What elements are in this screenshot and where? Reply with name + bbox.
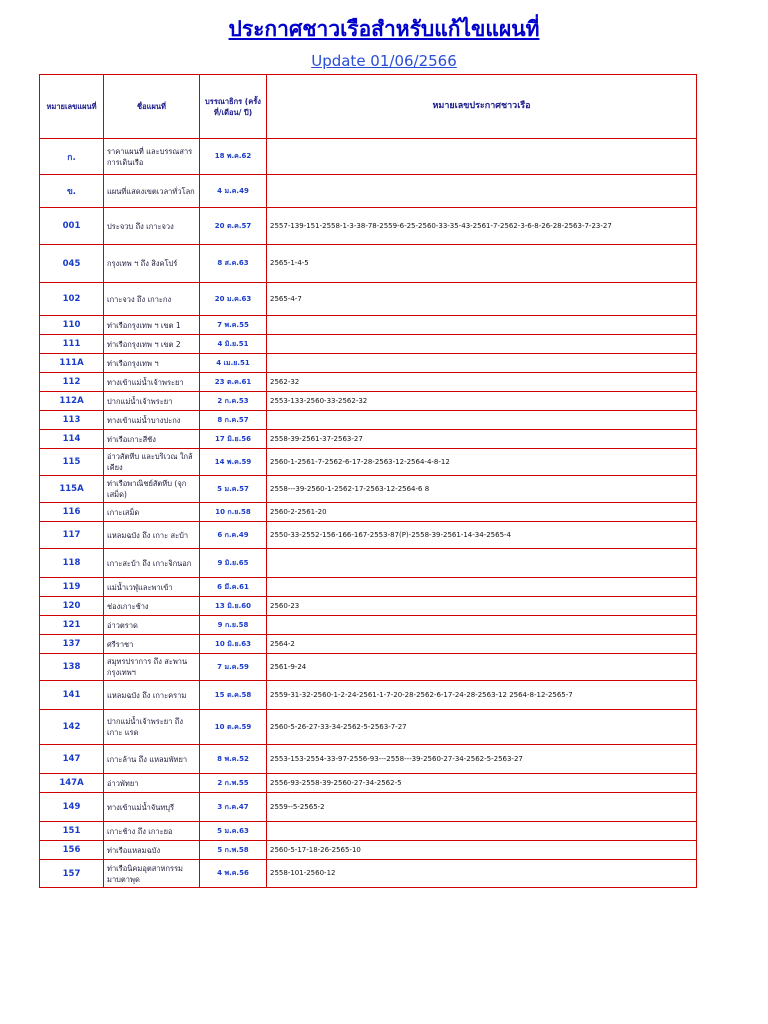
chart-number: 114 xyxy=(40,430,104,449)
chart-number: 141 xyxy=(40,681,104,710)
chart-name: ท่าเรือกรุงเทพ ฯ เขต 1 xyxy=(104,316,200,335)
chart-number: 117 xyxy=(40,522,104,549)
table-row xyxy=(40,597,697,616)
notice-numbers: 2564-2 xyxy=(267,635,697,654)
chart-name: อ่าวตราด xyxy=(104,616,200,635)
edition-date: 10 มิ.ย.63 xyxy=(200,635,267,654)
notice-numbers: 2565-4-7 xyxy=(267,283,697,316)
chart-name: กรุงเทพ ฯ ถึง สิงคโปร์ xyxy=(104,245,200,283)
edition-date: 4 พ.ค.56 xyxy=(200,860,267,888)
chart-number: 142 xyxy=(40,710,104,745)
edition-date: 5 ม.ค.57 xyxy=(200,476,267,503)
notice-numbers: 2560-5-17-18-26-2565-10 xyxy=(267,841,697,860)
edition-date: 7 พ.ค.55 xyxy=(200,316,267,335)
header-edition: บรรณาธิกร (ครั้งที่/เดือน/ ปี) xyxy=(200,75,267,139)
edition-date: 13 มิ.ย.60 xyxy=(200,597,267,616)
chart-name: ท่าเรือแหลมฉบัง xyxy=(104,841,200,860)
notices-table xyxy=(39,74,697,888)
edition-date: 8 ส.ค.63 xyxy=(200,245,267,283)
table-row xyxy=(40,283,697,316)
chart-number: 111A xyxy=(40,354,104,373)
notice-numbers xyxy=(267,139,697,175)
notice-numbers: 2557-139-151-2558-1-3-38-78-2559-6-25-2560-33-35-43-2561-7-2562-3-6-8-26-28-2563-7-23-27 xyxy=(267,208,697,245)
notice-numbers xyxy=(267,354,697,373)
chart-number: 112 xyxy=(40,373,104,392)
chart-number: 115A xyxy=(40,476,104,503)
edition-date: 6 มี.ค.61 xyxy=(200,578,267,597)
notice-numbers: 2560-5-26-27-33-34-2562-5-2563-7-27 xyxy=(267,710,697,745)
chart-name: ท่าเรือพาณิชย์สัตหีบ (จุกเสม็ด) xyxy=(104,476,200,503)
chart-name: อ่าวพัทยา xyxy=(104,774,200,793)
chart-name: ทางเข้าแม่น้ำเจ้าพระยา xyxy=(104,373,200,392)
chart-number: 118 xyxy=(40,549,104,578)
header-chart-no: หมายเลขแผนที่ xyxy=(40,75,104,139)
notice-numbers: 2560-1-2561-7-2562-6-17-28-2563-12-2564-4-8-12 xyxy=(267,449,697,476)
table-row xyxy=(40,449,697,476)
chart-number: 149 xyxy=(40,793,104,822)
notice-numbers: 2565-1-4-5 xyxy=(267,245,697,283)
chart-name: แหลมฉบัง ถึง เกาะคราม xyxy=(104,681,200,710)
edition-date: 10 ต.ค.59 xyxy=(200,710,267,745)
edition-date: 17 มิ.ย.56 xyxy=(200,430,267,449)
chart-number: 138 xyxy=(40,654,104,681)
table-row xyxy=(40,245,697,283)
chart-number: 119 xyxy=(40,578,104,597)
table-row xyxy=(40,411,697,430)
chart-name: แหลมฉบัง ถึง เกาะ สะบ้า xyxy=(104,522,200,549)
chart-name: ท่าเรือกรุงเทพ ฯ xyxy=(104,354,200,373)
edition-date: 8 พ.ค.52 xyxy=(200,745,267,774)
chart-name: ปากแม่น้ำเจ้าพระยา ถึงเกาะ แรด xyxy=(104,710,200,745)
chart-number: 112A xyxy=(40,392,104,411)
table-row xyxy=(40,354,697,373)
chart-name: ราคาแผนที่ และบรรณสาร การเดินเรือ xyxy=(104,139,200,175)
edition-date: 7 ม.ค.59 xyxy=(200,654,267,681)
edition-date: 2 ก.พ.55 xyxy=(200,774,267,793)
notice-numbers xyxy=(267,822,697,841)
notice-numbers xyxy=(267,335,697,354)
chart-name: สมุทรปราการ ถึง สะพานกรุงเทพฯ xyxy=(104,654,200,681)
header-row xyxy=(40,75,697,139)
chart-name: ปากแม่น้ำเจ้าพระยา xyxy=(104,392,200,411)
chart-name: ศรีราชา xyxy=(104,635,200,654)
edition-date: 6 ก.ค.49 xyxy=(200,522,267,549)
table-row xyxy=(40,681,697,710)
table-row xyxy=(40,208,697,245)
notice-numbers xyxy=(267,316,697,335)
table-row xyxy=(40,430,697,449)
table-row xyxy=(40,635,697,654)
edition-date: 10 ก.ย.58 xyxy=(200,503,267,522)
chart-number: 120 xyxy=(40,597,104,616)
chart-number: 157 xyxy=(40,860,104,888)
notice-numbers xyxy=(267,578,697,597)
table-row xyxy=(40,793,697,822)
notice-numbers: 2559--5-2565-2 xyxy=(267,793,697,822)
notice-numbers: 2558-39-2561-37-2563-27 xyxy=(267,430,697,449)
chart-number: 116 xyxy=(40,503,104,522)
table-row xyxy=(40,549,697,578)
chart-number: 001 xyxy=(40,208,104,245)
table-body xyxy=(40,139,697,888)
chart-number: 110 xyxy=(40,316,104,335)
notice-numbers: 2559-31-32-2560-1-2-24-2561-1-7-20-28-2562-6-17-24-28-2563-12 2564-8-12-2565-7 xyxy=(267,681,697,710)
table-row xyxy=(40,335,697,354)
notice-numbers: 2560-2-2561-20 xyxy=(267,503,697,522)
edition-date: 3 ก.ค.47 xyxy=(200,793,267,822)
notice-numbers: 2553-133-2560-33-2562-32 xyxy=(267,392,697,411)
chart-number: ข. xyxy=(40,175,104,208)
chart-name: แผนที่แสดงเขตเวลาทั่วโลก xyxy=(104,175,200,208)
chart-name: ทางเข้าแม่น้ำจันทบุรี xyxy=(104,793,200,822)
chart-name: เกาะจวง ถึง เกาะกง xyxy=(104,283,200,316)
chart-name: ช่องเกาะช้าง xyxy=(104,597,200,616)
notice-numbers: 2560-23 xyxy=(267,597,697,616)
notice-numbers: 2558-101-2560-12 xyxy=(267,860,697,888)
chart-number: ก. xyxy=(40,139,104,175)
table-row xyxy=(40,578,697,597)
edition-date: 8 ก.ค.57 xyxy=(200,411,267,430)
chart-name: เกาะเสม็ด xyxy=(104,503,200,522)
table-row xyxy=(40,841,697,860)
notice-numbers: 2550-33-2552-156-166-167-2553-87(P)-2558-39-2561-14-34-2565-4 xyxy=(267,522,697,549)
chart-number: 147A xyxy=(40,774,104,793)
edition-date: 9 มิ.ย.65 xyxy=(200,549,267,578)
edition-date: 23 ต.ค.61 xyxy=(200,373,267,392)
edition-date: 14 พ.ค.59 xyxy=(200,449,267,476)
edition-date: 4 เม.ย.51 xyxy=(200,354,267,373)
edition-date: 2 ก.ค.53 xyxy=(200,392,267,411)
notice-numbers xyxy=(267,175,697,208)
chart-name: เกาะล้าน ถึง แหลมพัทยา xyxy=(104,745,200,774)
table-row xyxy=(40,616,697,635)
notice-numbers xyxy=(267,616,697,635)
table-row xyxy=(40,503,697,522)
table-row xyxy=(40,373,697,392)
chart-name: เกาะสะบ้า ถึง เกาะจิกนอก xyxy=(104,549,200,578)
chart-name: ท่าเรือเกาะสีชัง xyxy=(104,430,200,449)
chart-number: 137 xyxy=(40,635,104,654)
edition-date: 5 ม.ค.63 xyxy=(200,822,267,841)
chart-number: 102 xyxy=(40,283,104,316)
chart-number: 156 xyxy=(40,841,104,860)
header-chart-name: ชื่อแผนที่ xyxy=(104,75,200,139)
table-row xyxy=(40,745,697,774)
notice-numbers: 2556-93-2558-39-2560-27-34-2562-5 xyxy=(267,774,697,793)
table-row xyxy=(40,774,697,793)
table-row xyxy=(40,476,697,503)
chart-name: ประจวบ ถึง เกาะจวง xyxy=(104,208,200,245)
notice-numbers: 2561-9-24 xyxy=(267,654,697,681)
table-row xyxy=(40,654,697,681)
page-title: ประกาศชาวเรือสำหรับแก้ไขแผนที่ xyxy=(228,17,540,41)
edition-date: 20 ต.ค.57 xyxy=(200,208,267,245)
header-notices: หมายเลขประกาศชาวเรือ xyxy=(267,75,697,139)
table-row xyxy=(40,522,697,549)
update-date: Update 01/06/2566 xyxy=(311,52,457,70)
chart-name: ทางเข้าแม่น้ำบางปะกง xyxy=(104,411,200,430)
table-row xyxy=(40,139,697,175)
chart-number: 045 xyxy=(40,245,104,283)
chart-number: 111 xyxy=(40,335,104,354)
edition-date: 15 ต.ค.58 xyxy=(200,681,267,710)
chart-name: ท่าเรือกรุงเทพ ฯ เขต 2 xyxy=(104,335,200,354)
chart-name: อ่าวสัตหีบ และบริเวณ ใกล้เคียง xyxy=(104,449,200,476)
notice-numbers: 2562-32 xyxy=(267,373,697,392)
chart-name: เกาะช้าง ถึง เกาะยอ xyxy=(104,822,200,841)
table-row xyxy=(40,392,697,411)
table-row xyxy=(40,710,697,745)
table-row xyxy=(40,860,697,888)
edition-date: 20 ม.ค.63 xyxy=(200,283,267,316)
chart-name: ท่าเรือนิคมอุตสาหกรรม มาบตาพุด xyxy=(104,860,200,888)
table-row xyxy=(40,822,697,841)
notice-numbers xyxy=(267,549,697,578)
chart-name: แม่น้ำเวฬุและพาเข้า xyxy=(104,578,200,597)
edition-date: 4 มิ.ย.51 xyxy=(200,335,267,354)
notice-numbers: 2553-153-2554-33-97-2556-93---2558---39-2560-27-34-2562-5-2563-27 xyxy=(267,745,697,774)
table-row xyxy=(40,316,697,335)
edition-date: 18 พ.ค.62 xyxy=(200,139,267,175)
notice-numbers: 2558---39-2560-1-2562-17-2563-12-2564-6 8 xyxy=(267,476,697,503)
chart-number: 113 xyxy=(40,411,104,430)
edition-date: 5 ก.พ.58 xyxy=(200,841,267,860)
edition-date: 4 ม.ค.49 xyxy=(200,175,267,208)
notice-numbers xyxy=(267,411,697,430)
chart-number: 121 xyxy=(40,616,104,635)
chart-number: 147 xyxy=(40,745,104,774)
edition-date: 9 ก.ย.58 xyxy=(200,616,267,635)
chart-number: 115 xyxy=(40,449,104,476)
table-row xyxy=(40,175,697,208)
chart-number: 151 xyxy=(40,822,104,841)
